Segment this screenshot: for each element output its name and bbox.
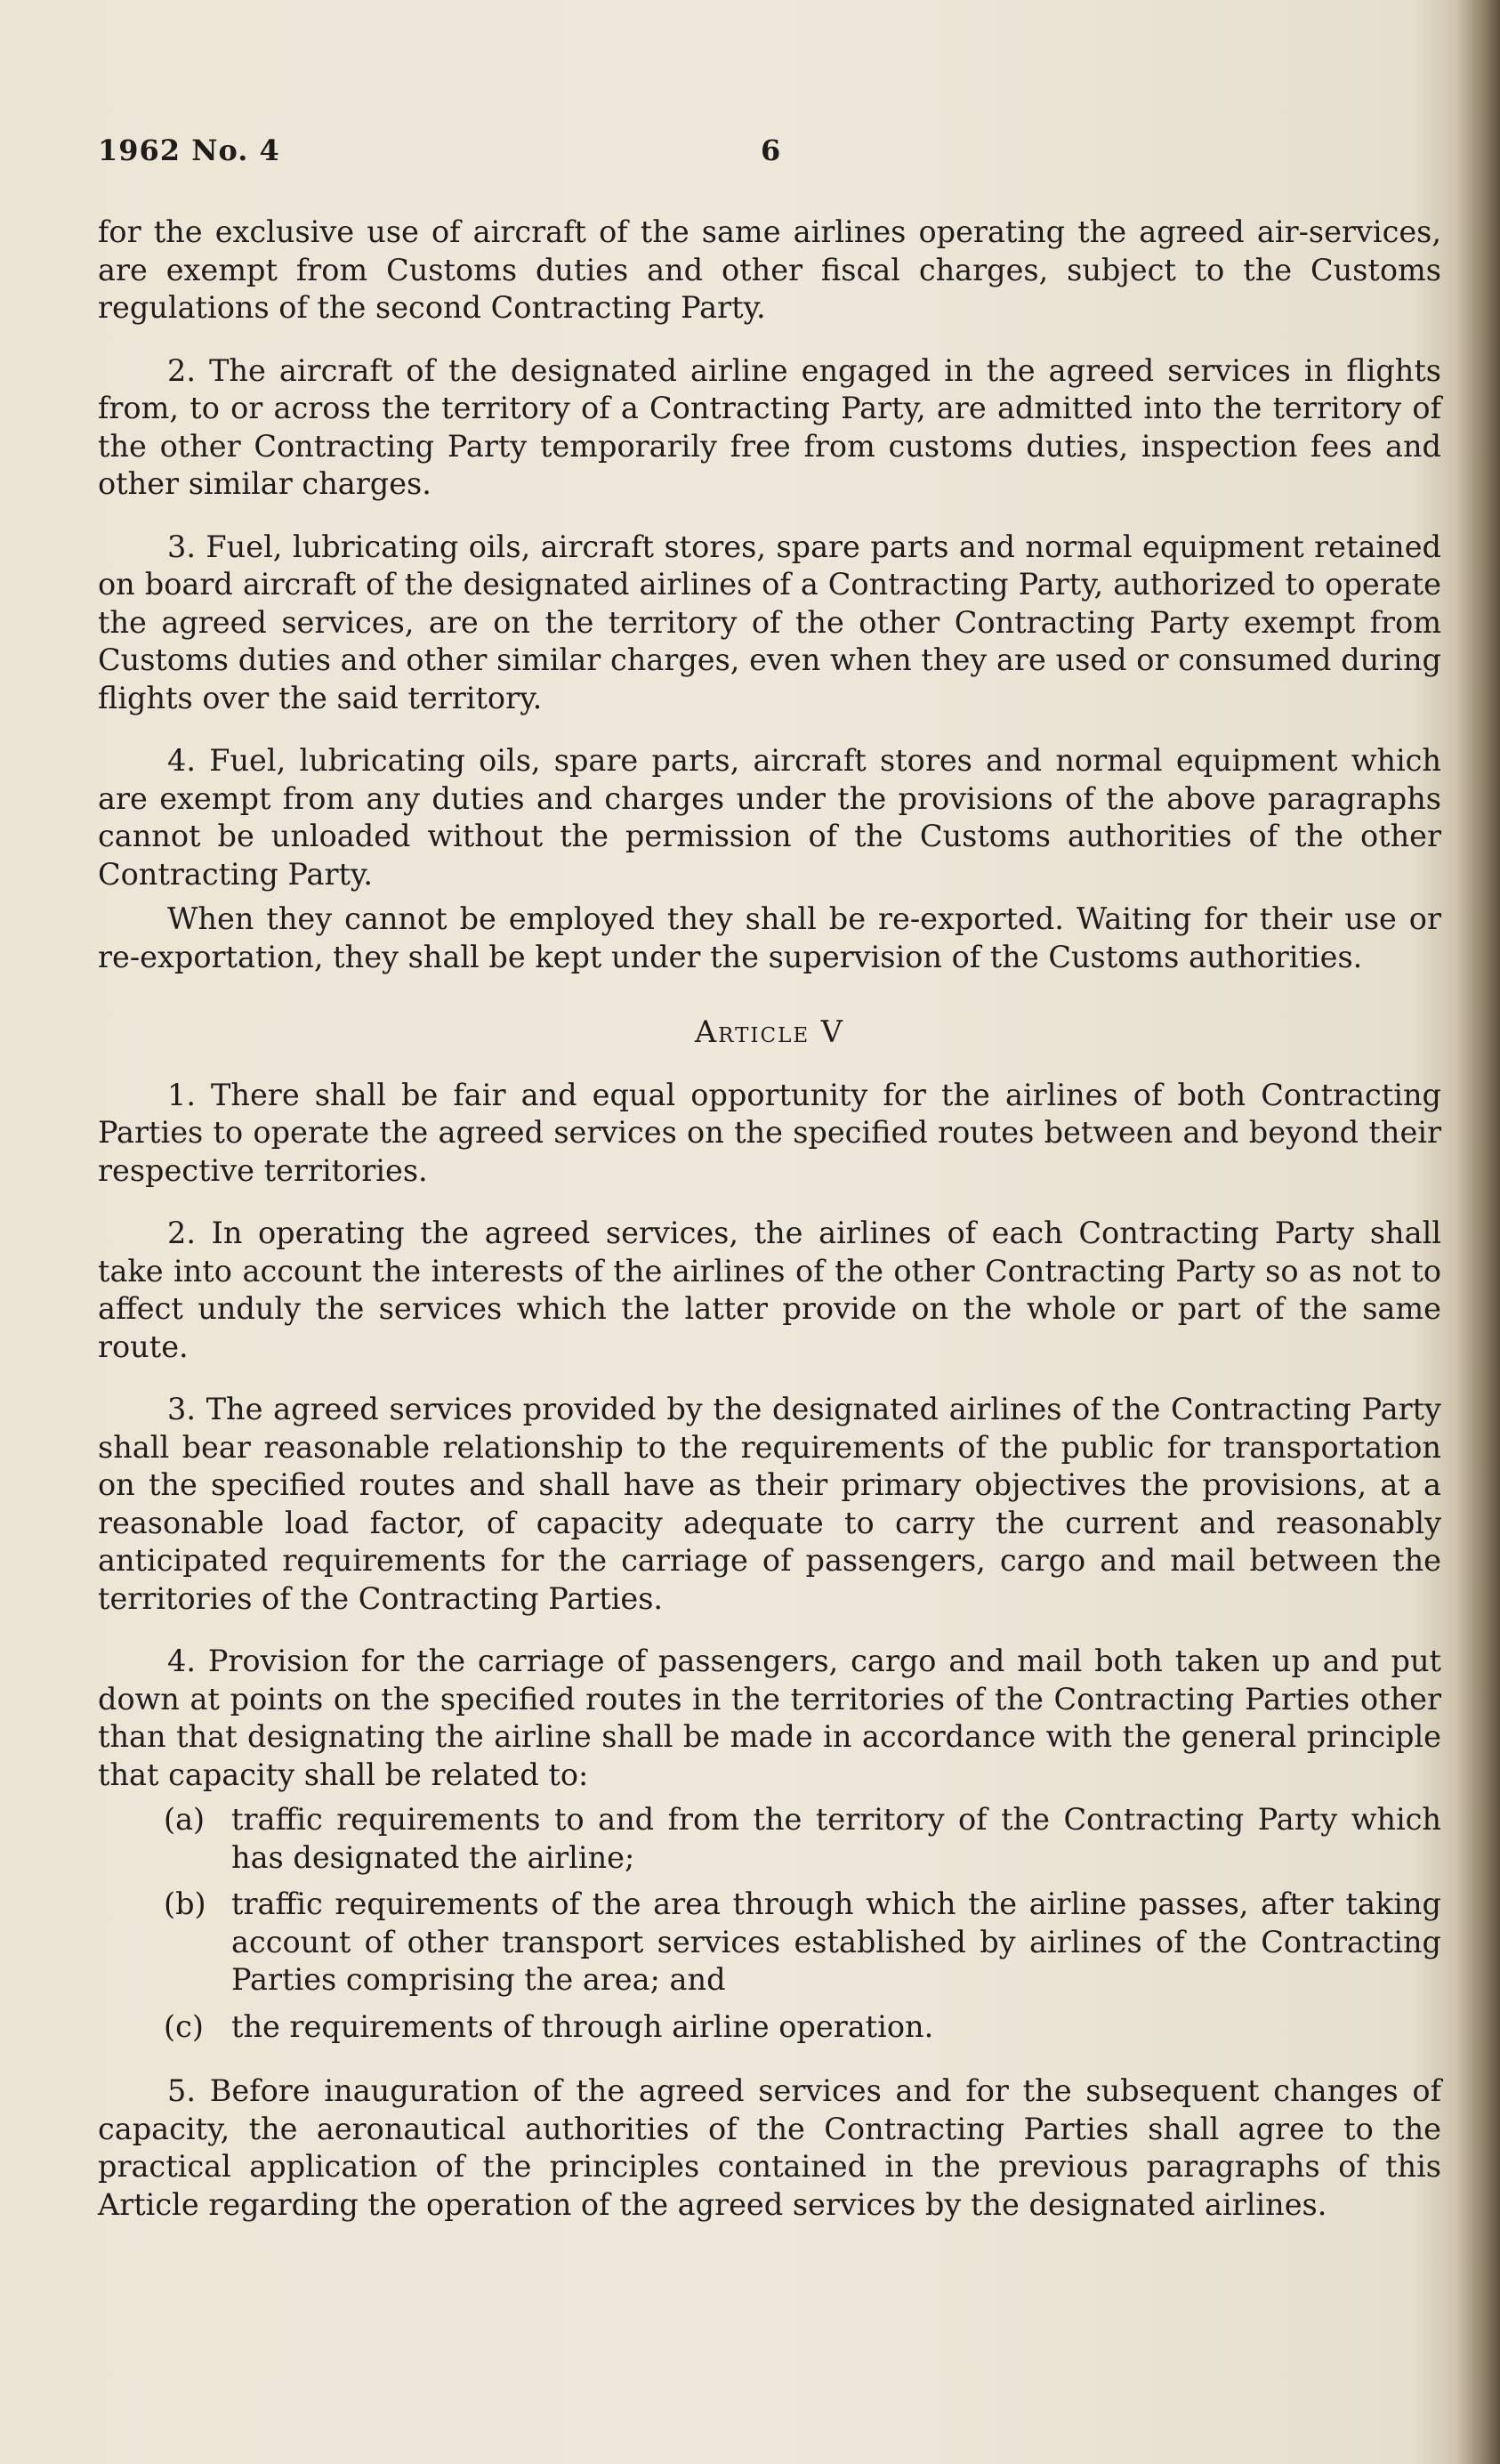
article-paragraph-3: 3. The agreed services provided by the designated airlines of the Contracting Party shall bear reasonable relationship to the requirements of the public for transportation on the specified routes and shall have as their primary objectives the provisions, at a reasonable load factor, of capacity adequate to carry the current and reasonably anticipated requirements for the carriage of passengers, cargo and mail between the territories of the Contracting Parties. [98, 1392, 1441, 1616]
page-number: 6 [761, 133, 781, 167]
document-body [98, 214, 1441, 2249]
list-item-a [98, 1801, 1441, 1877]
running-head [98, 133, 1384, 178]
paragraph-2: 2. The aircraft of the designated airline engaged in the agreed services in flights from, to or across the territory of a Contracting Party, are admitted into the territory of the other Contracting Party temporarily free from customs duties, inspection fees and other similar charges. [98, 352, 1441, 501]
list-item-b [98, 1886, 1441, 1999]
list-item-text: traffic requirements to and from the territory of the Contracting Party which has designated the airline; [231, 1802, 1441, 1875]
article-heading: Article V [694, 1014, 845, 1049]
document-id: 1962 No. 4 [98, 133, 280, 167]
paragraph-continued: for the exclusive use of aircraft of the same airlines operating the agreed air-services, are exempt from Customs duties and other fiscal charges, subject to the Customs regulations of the second Contracting Party. [98, 214, 1441, 325]
paragraph-4: 4. Fuel, lubricating oils, spare parts, aircraft stores and normal equipment which are exempt from any duties and charges under the provisions of the above paragraphs cannot be unloaded without the permission of the Customs authorities of the other Contracting Party. [98, 743, 1441, 892]
list-item-text: the requirements of through airline operation. [231, 2008, 934, 2044]
list-item-label: (c) [164, 2008, 204, 2044]
list-item-c [98, 2008, 1441, 2047]
article-paragraph-4: 4. Provision for the carriage of passengers, cargo and mail both taken up and put down at points on the specified routes in the territories of the Contracting Parties other than that designating the airline shall be made in accordance with the general principle that capacity shall be related to: [98, 1644, 1441, 1792]
list-item-text: traffic requirements of the area through which the airline passes, after taking account of other transport services established by airlines of the Contracting Parties comprising the area; and [231, 1886, 1441, 1997]
list-item-label: (b) [164, 1886, 206, 1921]
article-paragraph-5: 5. Before inauguration of the agreed services and for the subsequent changes of capacity, the aeronautical authorities of the Contracting Parties shall agree to the practical application of the principles contained in the previous paragraphs of this Article regarding the operation of the agreed services by the designated airlines. [98, 2073, 1441, 2222]
list-item-label: (a) [164, 1802, 206, 1837]
paragraph-4-continued: When they cannot be employed they shall be re-exported. Waiting for their use or re-exportation, they shall be kept under the supervision of the Customs authorities. [98, 901, 1441, 974]
article-paragraph-2: 2. In operating the agreed services, the airlines of each Contracting Party shall take into account the interests of the airlines of the other Contracting Party so as not to affect unduly the services which the latter provide on the whole or part of the same route. [98, 1216, 1441, 1364]
article-paragraph-1: 1. There shall be fair and equal opportunity for the airlines of both Contracting Parties to operate the agreed services on the specified routes between and beyond their respective territories. [98, 1077, 1441, 1188]
paragraph-3: 3. Fuel, lubricating oils, aircraft stores, spare parts and normal equipment retained on board aircraft of the designated airlines of a Contracting Party, authorized to operate the agreed services, are on the territory of the other Contracting Party exempt from Customs duties and other similar charges, even when they are used or consumed during flights over the said territory. [98, 529, 1441, 715]
